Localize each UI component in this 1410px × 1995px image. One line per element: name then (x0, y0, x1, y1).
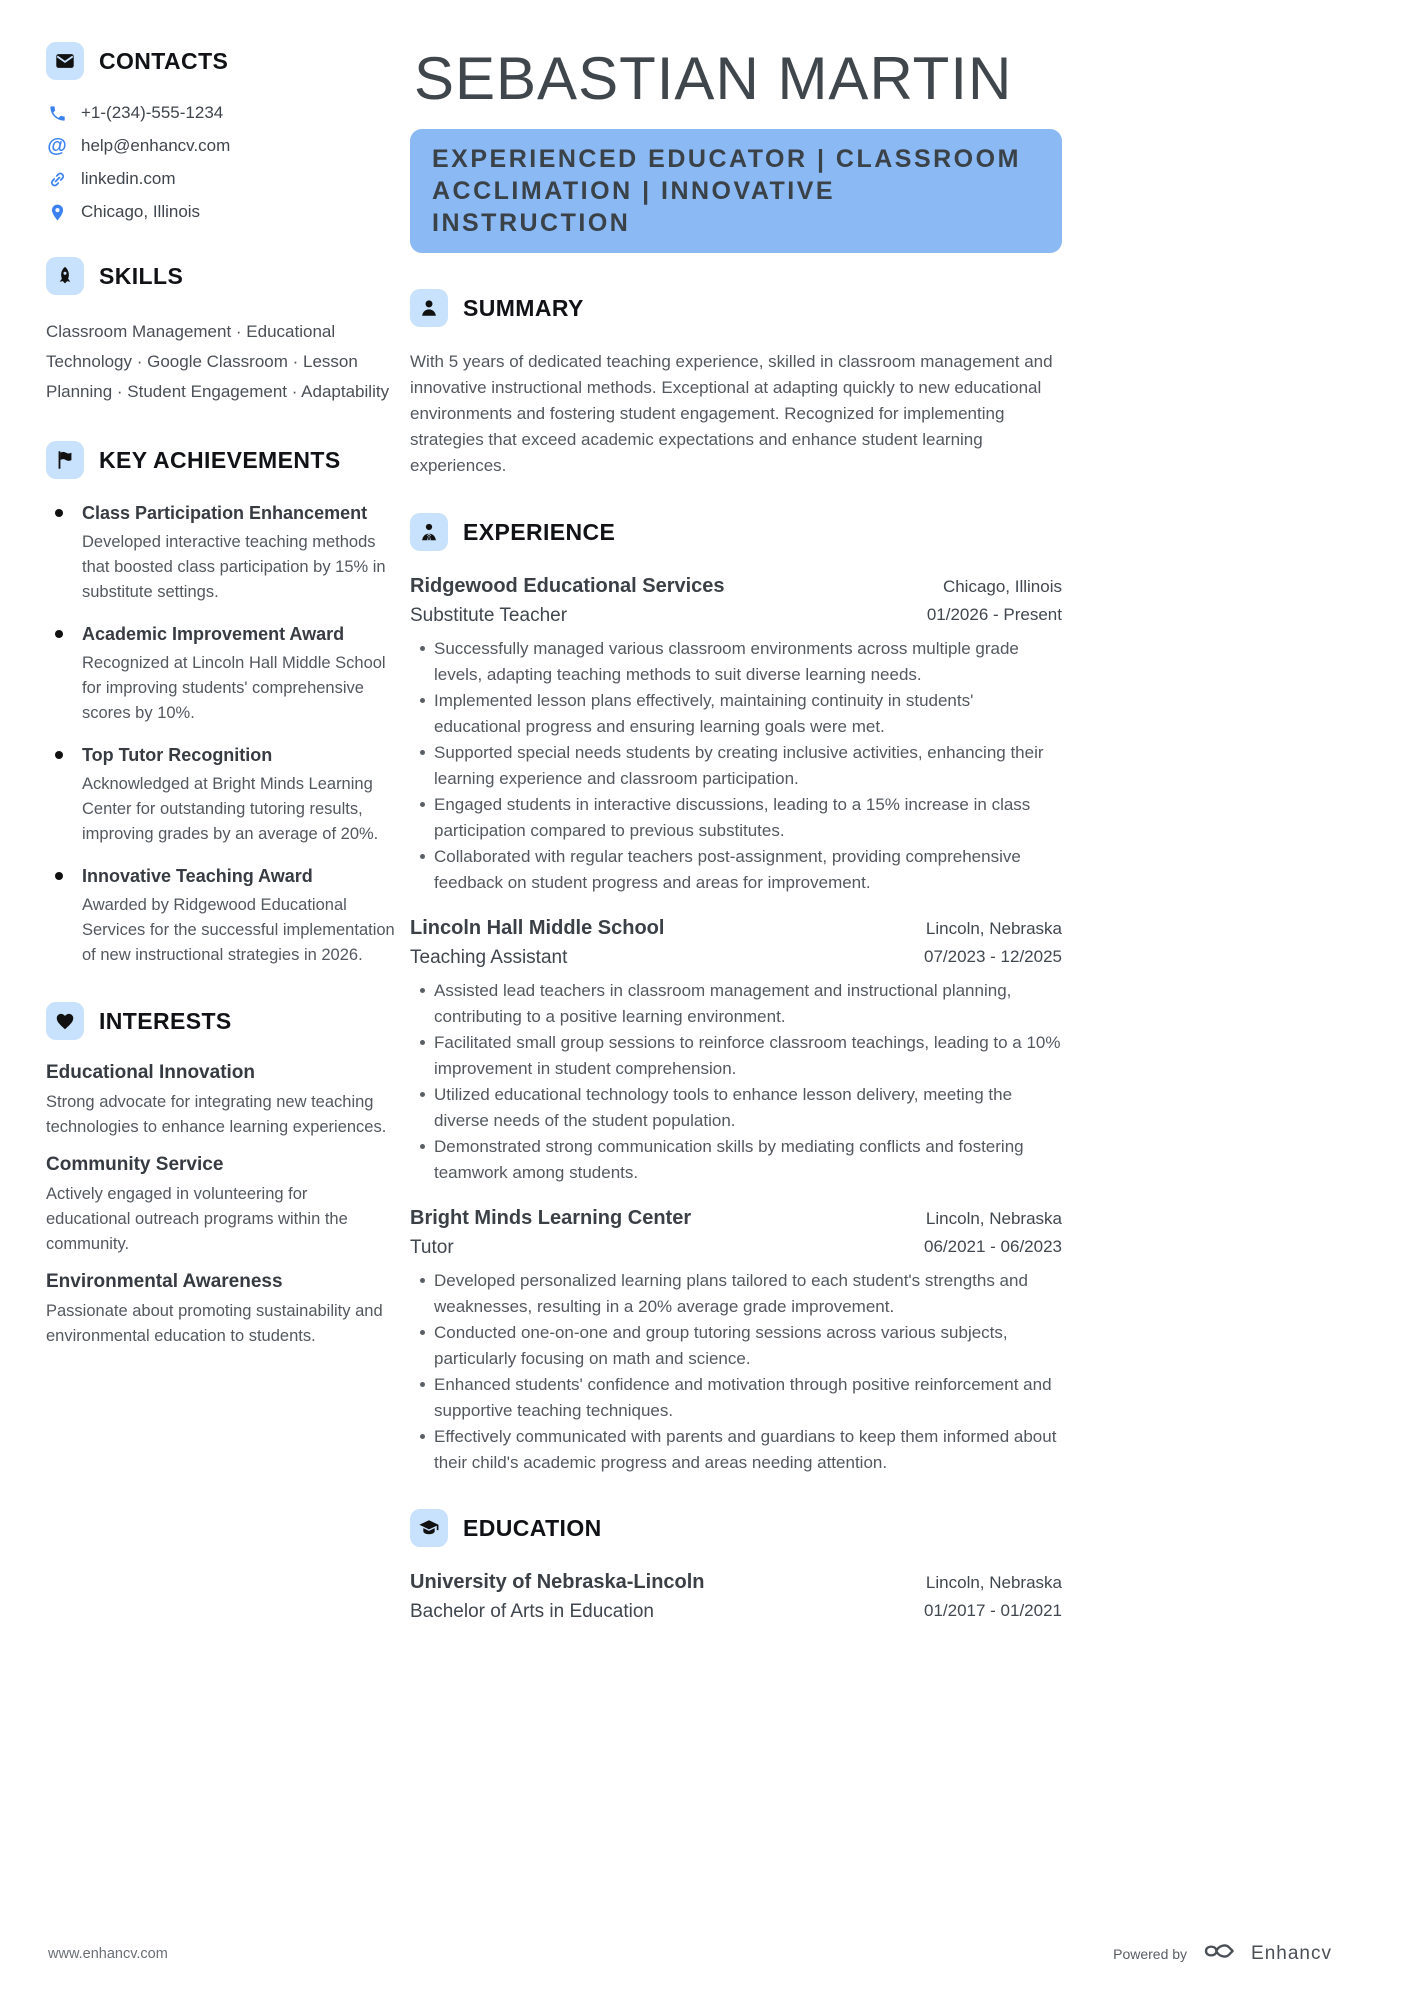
brand-name: Enhancv (1251, 1942, 1332, 1964)
skills-header (46, 257, 396, 295)
achievement-title: Academic Improvement Award (82, 624, 345, 644)
experience-bullet: Collaborated with regular teachers post-assignment, providing comprehensive feedback on student progress and areas for improvement. (410, 844, 1062, 895)
contact-item-linkedin (46, 168, 396, 190)
experience-bullet: Effectively communicated with parents and guardians to keep them informed about their child's academic progress and areas needing attention. (410, 1424, 1062, 1475)
achievement-list (46, 501, 396, 968)
experience-entry-left (410, 1205, 691, 1262)
achievement-description: Developed interactive teaching methods that boosted class participation by 15% in substitute settings. (82, 533, 386, 601)
interest-description: Passionate about promoting sustainability and environmental education to students. (46, 1302, 383, 1345)
experience-heading: EXPERIENCE (463, 518, 616, 545)
contact-item-location (46, 201, 396, 223)
experience-bullet: Successfully managed various classroom environments across multiple grade levels, adapting teaching methods to suit diverse learning needs. (410, 636, 1062, 687)
key-achievements-section (46, 441, 396, 968)
company-name: Ridgewood Educational Services (410, 575, 725, 597)
contact-location-text: Chicago, Illinois (81, 202, 201, 221)
entry-dates: 01/2026 - Present (926, 605, 1062, 624)
at-icon: @ (47, 135, 67, 157)
interest-item (46, 1154, 396, 1257)
education-heading: EDUCATION (463, 1514, 602, 1541)
graduation-cap-icon (410, 1509, 448, 1547)
summary-heading: SUMMARY (463, 294, 584, 321)
experience-entry (410, 915, 1062, 1185)
contacts-heading: CONTACTS (99, 47, 229, 74)
experience-entry (410, 573, 1062, 895)
interest-title: Environmental Awareness (46, 1271, 283, 1292)
interest-list (46, 1062, 396, 1349)
powered-by-label: Powered by (1113, 1945, 1188, 1962)
interest-description: Actively engaged in volunteering for educational outreach programs within the community. (46, 1185, 348, 1253)
page-footer (48, 1938, 1332, 1969)
entry-dates: 01/2017 - 01/2021 (923, 1601, 1062, 1620)
achievement-title: Top Tutor Recognition (82, 745, 273, 765)
achievement-title: Class Participation Enhancement (82, 503, 368, 523)
education-entry-left (410, 1569, 705, 1626)
experience-bullet: Demonstrated strong communication skills by mediating conflicts and fostering teamwork among students. (410, 1134, 1062, 1185)
main-column (410, 42, 1062, 1660)
company-name: Lincoln Hall Middle School (410, 917, 665, 939)
rocket-icon (46, 257, 84, 295)
entry-dates: 07/2023 - 12/2025 (923, 947, 1062, 966)
experience-entry-head (410, 915, 1062, 972)
entry-location: Chicago, Illinois (942, 577, 1062, 596)
summary-section (410, 289, 1062, 479)
experience-entry-head (410, 573, 1062, 630)
contacts-section (46, 42, 396, 223)
achievement-item (46, 501, 396, 605)
experience-list (410, 573, 1062, 1475)
phone-icon (46, 102, 68, 124)
experience-bullet: Facilitated small group sessions to reinforce classroom teachings, leading to a 10% improvement in student comprehension. (410, 1030, 1062, 1081)
position-title: Tutor (410, 1237, 454, 1258)
experience-entry-meta (924, 1205, 1062, 1261)
experience-entry (410, 1205, 1062, 1475)
candidate-name: SEBASTIAN MARTIN (414, 45, 1013, 112)
education-section (410, 1509, 1062, 1626)
achievement-title: Innovative Teaching Award (82, 866, 313, 886)
contacts-header (46, 42, 396, 80)
education-header (410, 1509, 1062, 1547)
entry-location: Lincoln, Nebraska (925, 919, 1062, 938)
achievement-item (46, 743, 396, 847)
skills-list: Classroom Management · Educational Technology · Google Classroom · Lesson Planning · Student Engagement · Adaptability (46, 322, 390, 401)
interest-item (46, 1062, 396, 1140)
skills-section (46, 257, 396, 407)
experience-bullet: Assisted lead teachers in classroom management and instructional planning, contributing to a positive learning environment. (410, 978, 1062, 1029)
experience-entry-meta (927, 573, 1062, 629)
location-pin-icon (46, 201, 68, 223)
experience-bullet: Implemented lesson plans effectively, maintaining continuity in students' educational progress and ensuring learning goals were met. (410, 688, 1062, 739)
entry-dates: 06/2021 - 06/2023 (923, 1237, 1062, 1256)
contact-email-text: help@enhancv.com (81, 136, 231, 155)
experience-bullet: Utilized educational technology tools to enhance lesson delivery, meeting the diverse needs of the student population. (410, 1082, 1062, 1133)
contact-item-phone (46, 102, 396, 124)
envelope-icon (46, 42, 84, 80)
key-achievements-header (46, 441, 396, 479)
school-name: University of Nebraska-Lincoln (410, 1571, 705, 1593)
experience-bullet: Enhanced students' confidence and motivation through positive reinforcement and supportive teaching techniques. (410, 1372, 1062, 1423)
job-title-banner: EXPERIENCED EDUCATOR | CLASSROOM ACCLIMATION | INNOVATIVE INSTRUCTION (410, 129, 1062, 253)
experience-header (410, 513, 1062, 551)
contact-phone-text: +1-(234)-555-1234 (81, 103, 224, 122)
experience-bullet-list (410, 636, 1062, 895)
achievement-description: Awarded by Ridgewood Educational Services for the successful implementation of new instructional strategies in 2026. (82, 896, 395, 964)
degree-title: Bachelor of Arts in Education (410, 1601, 654, 1622)
summary-header (410, 289, 1062, 327)
experience-bullet: Developed personalized learning plans tailored to each student's strengths and weaknesses, resulting in a 20% average grade improvement. (410, 1268, 1062, 1319)
powered-by-block (1113, 1938, 1332, 1969)
achievement-description: Recognized at Lincoln Hall Middle School for improving students' comprehensive scores by 10%. (82, 654, 386, 722)
experience-bullet: Engaged students in interactive discussions, leading to a 15% increase in class participation compared to previous substitutes. (410, 792, 1062, 843)
link-icon (46, 168, 68, 190)
education-entry-meta (924, 1569, 1062, 1625)
entry-location: Lincoln, Nebraska (925, 1573, 1062, 1592)
position-title: Substitute Teacher (410, 605, 568, 626)
position-title: Teaching Assistant (410, 947, 568, 968)
education-list (410, 1569, 1062, 1626)
contact-linkedin-text: linkedin.com (81, 169, 176, 188)
flag-icon (46, 441, 84, 479)
experience-bullet-list (410, 1268, 1062, 1475)
interests-section (46, 1002, 396, 1349)
experience-bullet: Conducted one-on-one and group tutoring sessions across various subjects, particularly focusing on math and science. (410, 1320, 1062, 1371)
achievement-item (46, 864, 396, 968)
education-entry-head (410, 1569, 1062, 1626)
experience-bullet: Supported special needs students by creating inclusive activities, enhancing their learning experience and classroom participation. (410, 740, 1062, 791)
interest-item (46, 1271, 396, 1349)
experience-entry-head (410, 1205, 1062, 1262)
contact-item-email (46, 135, 396, 157)
summary-text: With 5 years of dedicated teaching experience, skilled in classroom management and innovative instructional methods. Exceptional at adapting quickly to new educational environments and fostering student engagement. Recognized for implementing strategies that exceed academic expectations and enhance student learning experiences. (410, 352, 1053, 475)
education-entry (410, 1569, 1062, 1626)
key-achievements-heading: KEY ACHIEVEMENTS (99, 446, 341, 473)
entry-location: Lincoln, Nebraska (925, 1209, 1062, 1228)
experience-entry-left (410, 915, 664, 972)
interests-header (46, 1002, 396, 1040)
person-icon (410, 289, 448, 327)
experience-section (410, 513, 1062, 1475)
achievement-item (46, 622, 396, 726)
sidebar (46, 42, 396, 1660)
interest-title: Educational Innovation (46, 1062, 256, 1083)
achievement-description: Acknowledged at Bright Minds Learning Center for outstanding tutoring results, improving grades by an average of 20%. (82, 775, 379, 843)
experience-bullet-list (410, 978, 1062, 1185)
footer-site-url: www.enhancv.com (48, 1945, 168, 1962)
experience-entry-left (410, 573, 725, 630)
company-name: Bright Minds Learning Center (410, 1207, 692, 1229)
interest-description: Strong advocate for integrating new teaching technologies to enhance learning experiences. (46, 1093, 387, 1136)
business-person-icon (410, 513, 448, 551)
interests-heading: INTERESTS (99, 1007, 232, 1034)
experience-entry-meta (924, 915, 1062, 971)
enhancv-logo-icon (1199, 1938, 1239, 1969)
heart-icon (46, 1002, 84, 1040)
skills-heading: SKILLS (99, 262, 184, 289)
interest-title: Community Service (46, 1154, 224, 1175)
